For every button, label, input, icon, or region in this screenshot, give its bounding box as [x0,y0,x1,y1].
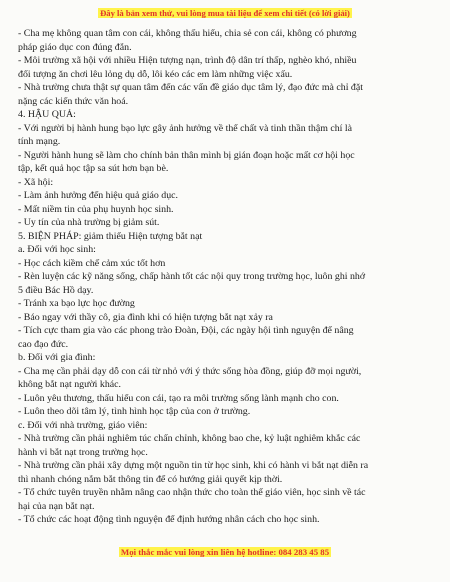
preview-notice-text: Đây là bản xem thử, vui lòng mua tài liệu để xem chi tiết (có lời giải) [100,8,350,18]
document-line: hành vi bắt nạt trong trường học. [18,446,148,458]
document-line: - Xã hội: [18,176,54,188]
document-line: thì nhanh chóng nắm bắt thông tin để có hướng giải quyết kịp thời. [18,473,283,485]
document-line: - Rèn luyện các kỹ năng sống, chấp hành tốt các nội quy trong trường học, luôn ghi nhớ [18,271,366,282]
document-line: - Môi trường xã hội với nhiều Hiện tượng nạn, trình độ dân trí thấp, nghèo khó, nhiều [18,55,357,66]
document-line: a. Đối với học sinh: [18,244,96,255]
document-line: - Mất niềm tin của phụ huynh học sinh. [18,203,174,215]
document-line: 5. BIỆN PHÁP: giảm thiểu Hiện tượng bắt nạt [18,230,203,242]
document-line: - Tổ chức các hoạt động tình nguyện để định hướng nhân cách cho học sinh. [18,514,320,525]
document-line: - Tránh xa bạo lực học đường [18,298,135,309]
document-line: - Cha mẹ không quan tâm con cái, không thấu hiểu, chia sẻ con cái, không có phương [18,28,357,39]
document-line: - Báo ngay với thầy cô, gia đình khi có hiện tượng bắt nạt xảy ra [18,311,273,323]
document-line: pháp giáo dục con đúng đắn. [18,41,132,53]
document-line: - Cha mẹ cần phải dạy dỗ con cái từ nhỏ với ý thức sống hòa đồng, giúp đỡ mọi người, [18,365,362,377]
document-line: - Làm ảnh hưởng đến hiệu quả giáo dục. [18,190,179,201]
document-line: c. Đối với nhà trường, giáo viên: [18,419,148,431]
document-line: b. Đối với gia đình: [18,352,96,363]
hotline-text: Mọi thắc mắc vui lòng xin liên hệ hotline: 084 283 45 85 [120,547,330,557]
document-line: - Nhà trường cần phải nghiêm túc chấn chỉnh, không bao che, kỷ luật nghiêm khắc các [18,433,361,444]
document-line: - Luôn yêu thương, thấu hiểu con cái, tạo ra môi trường sống lành mạnh cho con. [18,392,339,404]
document-line: đối tượng ăn chơi lêu lỏng dụ dỗ, lôi kéo các em làm những việc xấu. [18,68,293,80]
document-line: - Học cách kiềm chế cảm xúc tốt hơn [18,257,166,269]
document-line: - Tích cực tham gia vào các phong trào Đoàn, Đội, các ngày hội tình nguyện để nâng [18,325,354,336]
document-line: hại của nạn bắt nạt. [18,500,95,512]
document-body [18,27,434,527]
document-line: cao đạo đức. [18,338,69,350]
document-line: 4. HẬU QUẢ: [18,109,76,120]
document-line: - Uy tín của nhà trường bị giảm sút. [18,217,160,228]
hotline-banner [0,547,450,557]
document-line: - Nhà trường cần phải xây dựng một nguồn tin từ học sinh, khi có hành vi bắt nạt diễn ra [18,460,369,471]
document-line: - Với người bị hành hung bạo lực gây ảnh hưởng về thể chất và tinh thần thậm chí là [18,122,353,134]
document-line: - Luôn theo dõi tâm lý, tình hình học tập của con ở trường. [18,406,251,417]
document-line: - Tổ chức tuyên truyền nhằm nâng cao nhận thức cho toàn thể giáo viên, học sinh về tác [18,487,366,498]
document-line: không bắt nạt người khác. [18,379,121,390]
document-line: 5 điều Bác Hồ dạy. [18,284,94,296]
preview-notice-banner [0,8,450,18]
document-line: tính mạng. [18,136,61,147]
document-line: - Người hành hung sẽ làm cho chính bản thân mình bị gián đoạn hoặc mất cơ hội học [18,149,355,161]
document-line: nặng các kiến thức văn hoá. [18,95,129,107]
document-line: - Nhà trường chưa thật sự quan tâm đến các vấn đề giáo dục tâm lý, đạo đức mà chỉ đặt [18,82,363,93]
document-line: tập, kết quả học tập sa sút hơn bạn bè. [18,163,169,174]
